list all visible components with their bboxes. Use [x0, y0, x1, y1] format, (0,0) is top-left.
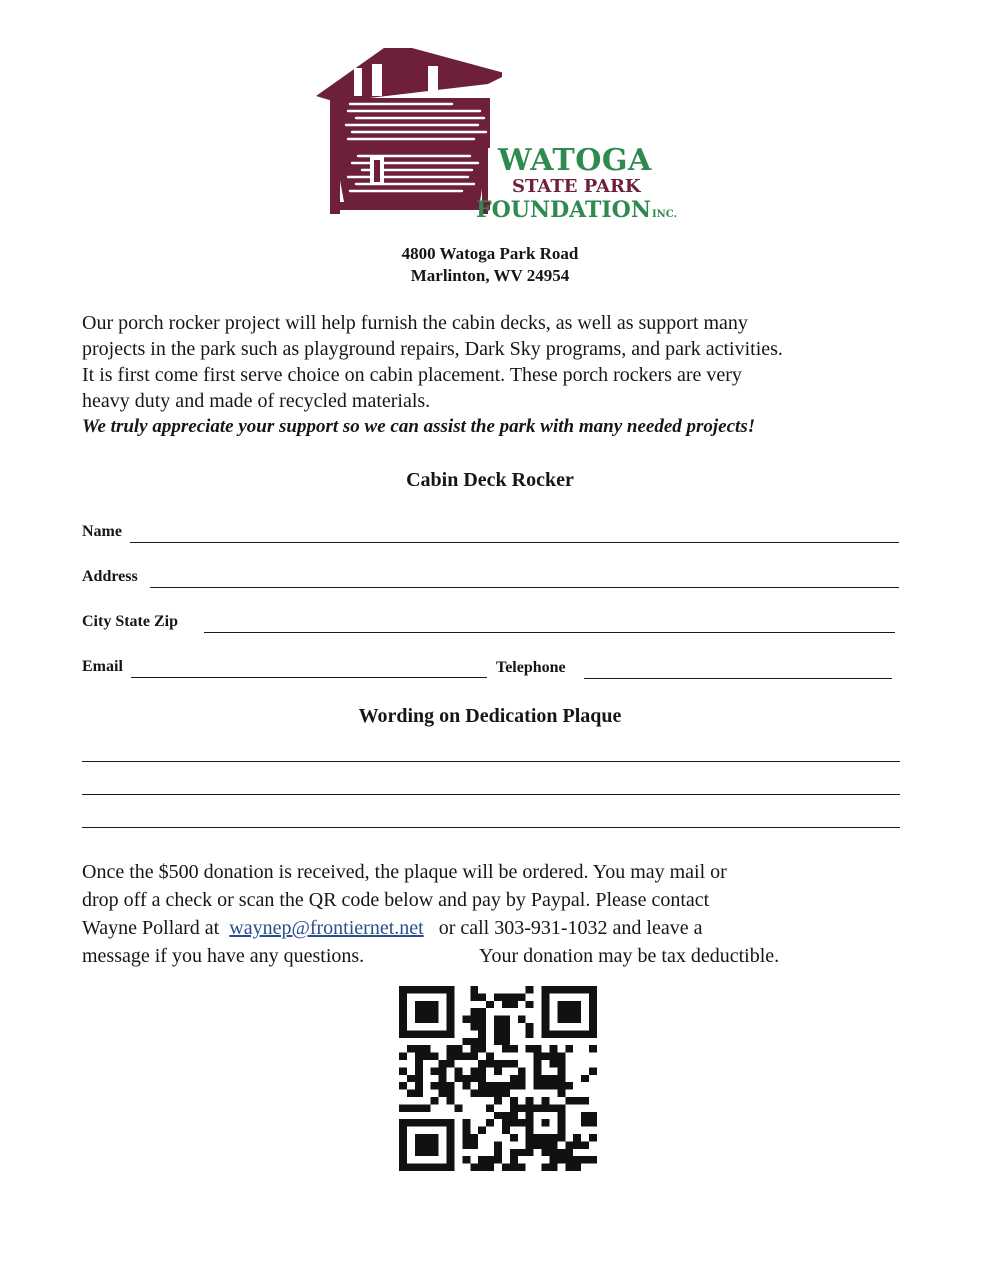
- telephone-label: Telephone: [496, 659, 566, 676]
- address-city: Marlinton, WV 24954: [410, 266, 570, 285]
- closing-line-contact: [82, 918, 703, 938]
- logo-text-state-park: STATE PARK: [512, 176, 641, 197]
- address-label: Address: [82, 568, 138, 585]
- closing-line: Once the $500 donation is received, the plaque will be ordered. You may mail or: [82, 861, 727, 883]
- email-label: Email: [82, 658, 123, 675]
- log-cabin-tower-icon: [312, 44, 502, 214]
- closing-line-questions: message if you have any questions.: [82, 945, 365, 967]
- plaque-line-3[interactable]: [82, 827, 900, 828]
- email-field[interactable]: [131, 677, 487, 678]
- name-label: Name: [82, 523, 122, 540]
- logo-inc-suffix: INC.: [651, 209, 678, 220]
- contact-email-link[interactable]: waynep@frontiernet.net: [229, 917, 424, 939]
- name-field[interactable]: [130, 542, 899, 543]
- closing-line: drop off a check or scan the QR code below and pay by Paypal. Please contact: [82, 889, 710, 911]
- intro-line: heavy duty and made of recycled materials.: [82, 390, 431, 412]
- tax-deductible-note: Your donation may be tax deductible.: [479, 945, 780, 967]
- intro-emphasis: We truly appreciate your support so we can assist the park with many needed projects!: [82, 416, 756, 437]
- plaque-title: Wording on Dedication Plaque: [358, 705, 622, 727]
- intro-line: projects in the park such as playground repairs, Dark Sky programs, and park activities.: [82, 338, 783, 360]
- logo-text-foundation: [476, 199, 677, 221]
- contact-text: Wayne Pollard at: [82, 917, 230, 939]
- form-title: Cabin Deck Rocker: [406, 469, 574, 491]
- city-state-zip-field[interactable]: [204, 632, 895, 633]
- address-field[interactable]: [150, 587, 899, 588]
- city-state-zip-label: City State Zip: [82, 613, 178, 630]
- plaque-line-1[interactable]: [82, 761, 900, 762]
- intro-line: It is first come first serve choice on cabin placement. These porch rockers are very: [82, 364, 742, 386]
- qr-code-icon[interactable]: [399, 986, 597, 1171]
- logo-text-watoga: WATOGA: [498, 143, 652, 178]
- phone-text: or call 303-931-1032 and leave a: [423, 917, 703, 939]
- address-street: 4800 Watoga Park Road: [401, 244, 579, 263]
- intro-line: Our porch rocker project will help furnish the cabin decks, as well as support many: [82, 312, 748, 334]
- logo-foundation-word: FOUNDATION: [476, 197, 651, 223]
- telephone-field[interactable]: [584, 678, 892, 679]
- plaque-line-2[interactable]: [82, 794, 900, 795]
